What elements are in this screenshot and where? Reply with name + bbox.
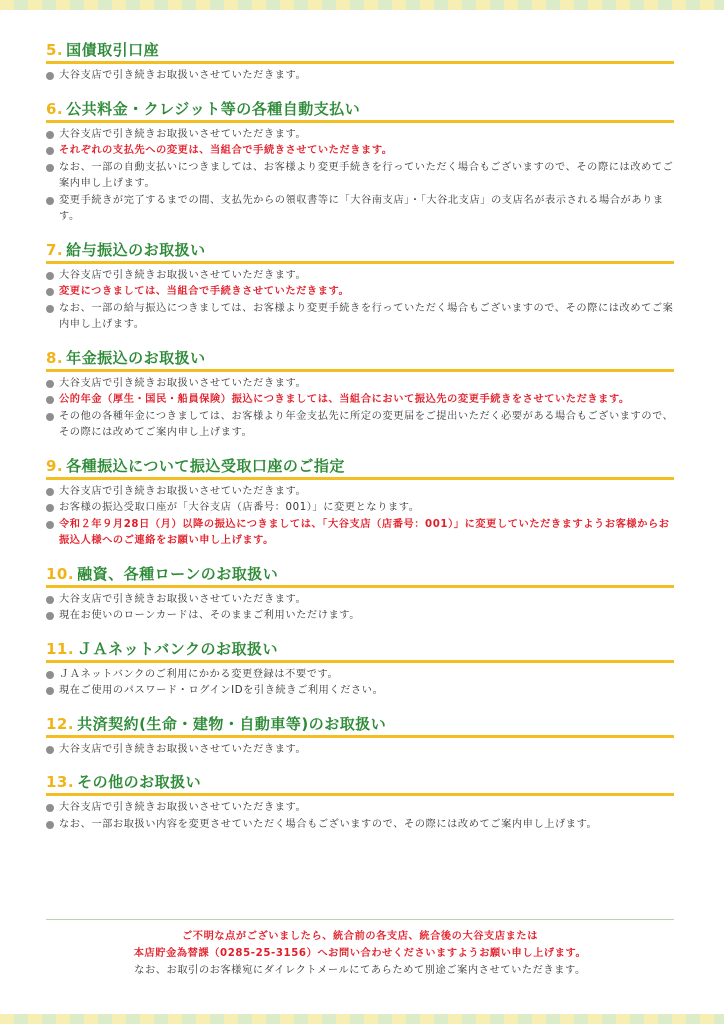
section-title: 年金振込のお取扱い (66, 348, 206, 367)
section-number: 13. (46, 773, 75, 791)
section-number: 11. (46, 639, 75, 658)
section-heading (46, 772, 674, 796)
section-number: 5. (46, 41, 64, 59)
section-items (46, 800, 674, 833)
emphasis-item: それぞれの支払先への変更は、当組合で手続きさせていただきます。 (46, 143, 674, 160)
list-item: 大谷支店で引き続きお取扱いさせていただきます。 (46, 742, 674, 759)
section-number: 9. (46, 456, 64, 475)
list-item: 大谷支店で引き続きお取扱いさせていただきます。 (46, 68, 674, 85)
section-title: ＪＡネットバンクのお取扱い (77, 639, 278, 658)
list-item: 現在ご使用のパスワード・ログインIDを引き続きご利用ください。 (46, 683, 674, 700)
document-body (46, 40, 674, 847)
bottom-decorative-stripe (0, 1014, 724, 1024)
section-number: 7. (46, 240, 64, 259)
list-item: 大谷支店で引き続きお取扱いさせていただきます。 (46, 484, 674, 501)
list-item: 大谷支店で引き続きお取扱いさせていただきます。 (46, 800, 674, 817)
section (46, 564, 674, 625)
section-number: 6. (46, 99, 64, 118)
section-number: 8. (46, 348, 64, 367)
top-decorative-stripe (0, 0, 724, 10)
section (46, 639, 674, 700)
section-items (46, 268, 674, 334)
section (46, 240, 674, 334)
section-title: 共済契約(生命・建物・自動車等)のお取扱い (77, 714, 387, 733)
section-title: 給与振込のお取扱い (66, 240, 206, 259)
section-heading (46, 639, 674, 663)
list-item: 現在お使いのローンカードは、そのままご利用いただけます。 (46, 608, 674, 625)
list-item: なお、一部の給与振込につきましては、お客様より変更手続きを行っていただく場合もございますので、その際には改めてご案内申し上げます。 (46, 301, 674, 334)
section-heading (46, 564, 674, 588)
emphasis-item: 令和２年９月28日（月）以降の振込につきましては、「大谷支店（店番号：001）」に変更していただきますようお客様からお振込人様へのご連絡をお願い申し上げます。 (46, 517, 674, 550)
section-title: 融資、各種ローンのお取扱い (77, 564, 279, 583)
section (46, 348, 674, 442)
section-heading (46, 240, 674, 264)
section-heading (46, 456, 674, 480)
list-item: 大谷支店で引き続きお取扱いさせていただきます。 (46, 376, 674, 393)
list-item: 変更手続きが完了するまでの間、支払先からの領収書等に「大谷南支店」・「大谷北支店」の支店名が表示される場合があります。 (46, 193, 674, 226)
section-items (46, 68, 674, 85)
contact-footer (46, 919, 674, 979)
section-title: その他のお取扱い (77, 773, 202, 791)
section-title: 各種振込について振込受取口座のご指定 (66, 456, 345, 475)
list-item: 大谷支店で引き続きお取扱いさせていただきます。 (46, 592, 674, 609)
section-heading (46, 40, 674, 64)
section-items (46, 667, 674, 700)
section-number: 12. (46, 714, 75, 733)
list-item: その他の各種年金につきましては、お客様より年金支払先に所定の変更届をご提出いただく必要がある場合もございますので、その際には改めてご案内申し上げます。 (46, 409, 674, 442)
section-items (46, 127, 674, 226)
list-item: ＪＡネットバンクのご利用にかかる変更登録は不要です。 (46, 667, 674, 684)
list-item: なお、一部の自動支払いにつきましては、お客様より変更手続きを行っていただく場合もございますので、その際には改めてご案内申し上げます。 (46, 160, 674, 193)
sections-container (46, 40, 674, 833)
footer-line-1: ご不明な点がございましたら、統合前の各支店、統合後の大谷支店または (182, 931, 538, 942)
section (46, 456, 674, 550)
list-item: なお、一部お取扱い内容を変更させていただく場合もございますので、その際には改めてご案内申し上げます。 (46, 817, 674, 834)
section-items (46, 592, 674, 625)
section (46, 99, 674, 226)
section-title: 公共料金・クレジット等の各種自動支払い (66, 99, 361, 118)
section-number: 10. (46, 564, 75, 583)
section (46, 714, 674, 759)
section-heading (46, 348, 674, 372)
footer-line-3: なお、お取引のお客様宛にダイレクトメールにてあらためて別途ご案内させていただきます。 (134, 965, 586, 976)
list-item: 大谷支店で引き続きお取扱いさせていただきます。 (46, 268, 674, 285)
section (46, 772, 674, 833)
section-items (46, 484, 674, 550)
section-title: 国債取引口座 (66, 41, 160, 59)
footer-line-2: 本店貯金為替課（0285-25-3156）へお問い合わせくださいますようお願い申し上げます。 (133, 948, 587, 959)
list-item: お客様の振込受取口座が「大谷支店（店番号：001）」に変更となります。 (46, 500, 674, 517)
section-heading (46, 714, 674, 738)
section-heading (46, 99, 674, 123)
list-item: 大谷支店で引き続きお取扱いさせていただきます。 (46, 127, 674, 144)
emphasis-item: 変更につきましては、当組合で手続きさせていただきます。 (46, 284, 674, 301)
section-items (46, 376, 674, 442)
section (46, 40, 674, 85)
section-items (46, 742, 674, 759)
emphasis-item: 公的年金（厚生・国民・船員保険）振込につきましては、当組合において振込先の変更手続きをさせていただきます。 (46, 392, 674, 409)
